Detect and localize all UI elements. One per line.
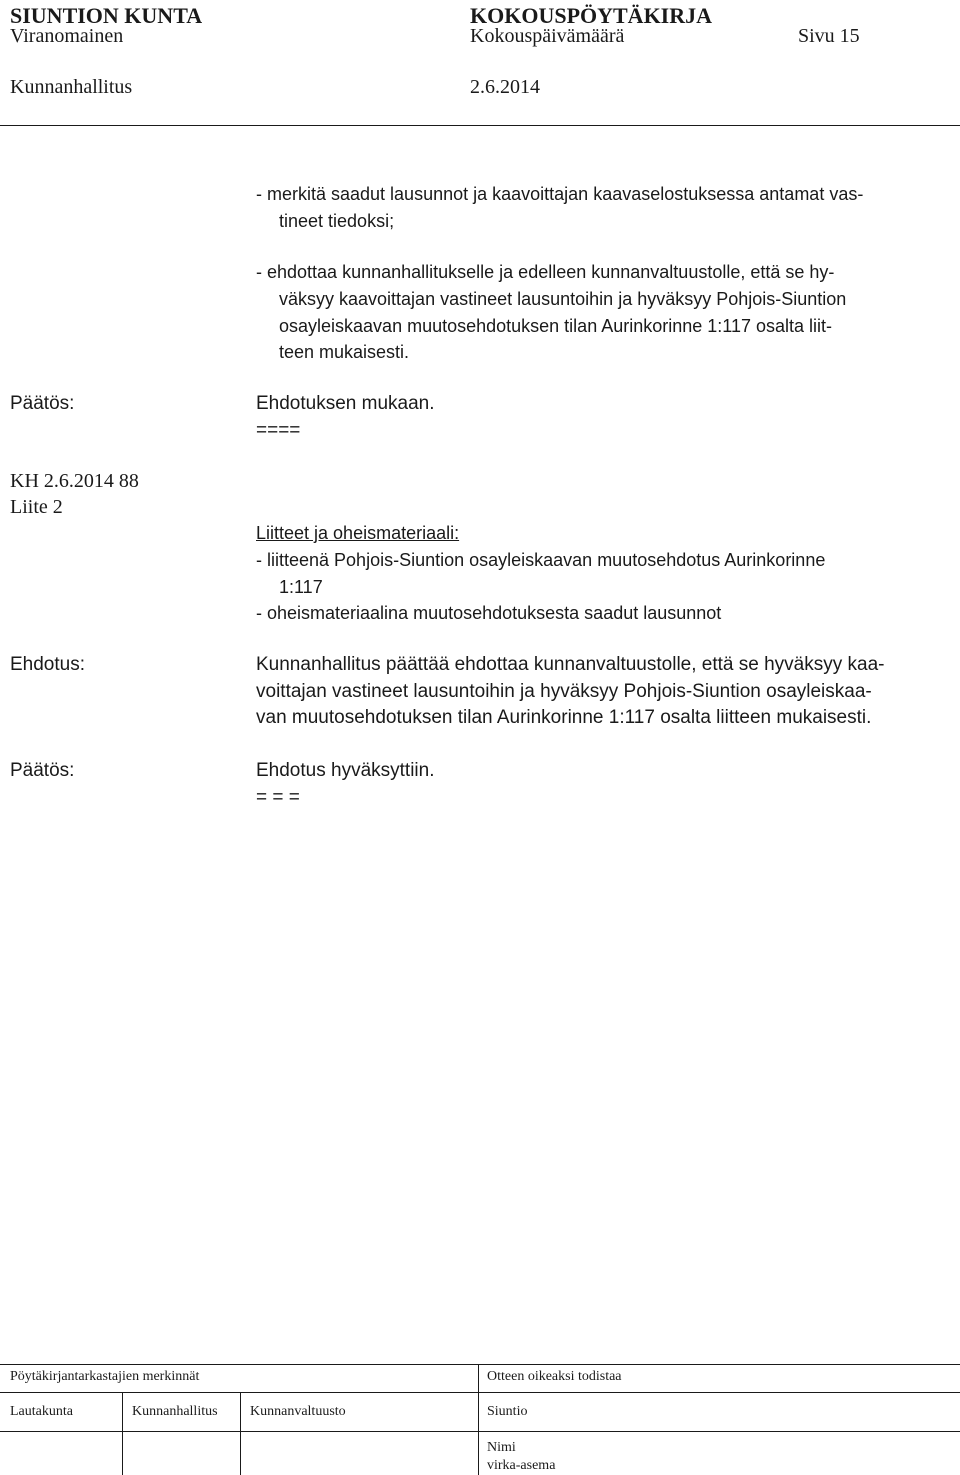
footer-name-label: Nimi bbox=[487, 1440, 516, 1455]
bullet2-line3: osayleiskaavan muutosehdotuksen tilan Aurinkorinne 1:117 osalta liit- bbox=[279, 316, 832, 336]
attachment-reference: Liite 2 bbox=[10, 496, 63, 518]
attachment-item-1-line1: - liitteenä Pohjois-Siuntion osayleiskaavan muutosehdotus Aurinkorinne bbox=[256, 550, 826, 570]
attachment-item-2: - oheismateriaalina muutosehdotuksesta saadut lausunnot bbox=[256, 603, 722, 623]
attachments-heading: Liitteet ja oheismateriaali: bbox=[256, 523, 460, 543]
meeting-date: 2.6.2014 bbox=[470, 76, 540, 98]
decision-text-2: Ehdotus hyväksyttiin. bbox=[256, 760, 435, 781]
decision-label-1: Päätös: bbox=[10, 393, 75, 414]
footer-divider-1 bbox=[122, 1392, 123, 1475]
footer-row-border bbox=[0, 1431, 960, 1432]
footer-col-council: Kunnanvaltuusto bbox=[250, 1404, 346, 1419]
meeting-date-label: Kokouspäivämäärä bbox=[470, 25, 625, 47]
decision-label-2: Päätös: bbox=[10, 760, 75, 781]
bullet2-line4: teen mukaisesti. bbox=[279, 342, 410, 362]
header-divider bbox=[0, 125, 960, 126]
authority-label: Viranomainen bbox=[10, 25, 124, 47]
section-reference: KH 2.6.2014 88 bbox=[10, 470, 139, 492]
decision-text-1: Ehdotuksen mukaan. bbox=[256, 393, 435, 414]
footer-mid-border bbox=[0, 1392, 960, 1393]
footer-col-municipal-board: Kunnanhallitus bbox=[132, 1404, 218, 1419]
authority-name: Kunnanhallitus bbox=[10, 76, 133, 98]
bullet1-line2: tineet tiedoksi; bbox=[279, 211, 395, 231]
footer-place: Siuntio bbox=[487, 1404, 528, 1419]
page-number: Sivu 15 bbox=[798, 25, 860, 47]
footer-col-board: Lautakunta bbox=[10, 1404, 73, 1419]
certified-label: Otteen oikeaksi todistaa bbox=[487, 1369, 622, 1384]
document-type: KOKOUSPÖYTÄKIRJA bbox=[470, 3, 713, 28]
footer-position-label: virka-asema bbox=[487, 1458, 556, 1473]
proposal-line3: van muutosehdotuksen tilan Aurinkorinne 1:117 osalta liitteen mukaisesti. bbox=[256, 707, 872, 728]
footer-top-border bbox=[0, 1364, 960, 1365]
proposal-line2: voittajan vastineet lausuntoihin ja hyväksyy Pohjois-Siuntion osayleiskaa- bbox=[256, 681, 872, 702]
proposal-line1: Kunnanhallitus päättää ehdottaa kunnanvaltuustolle, että se hyväksyy kaa- bbox=[256, 654, 885, 675]
attachment-item-1-line2: 1:117 bbox=[279, 577, 323, 597]
decision-marker-1: ==== bbox=[256, 420, 301, 441]
footer-divider-2 bbox=[240, 1392, 241, 1475]
bullet2-line1: - ehdottaa kunnanhallitukselle ja edelleen kunnanvaltuustolle, että se hy- bbox=[256, 262, 835, 282]
bullet1-line1: - merkitä saadut lausunnot ja kaavoittajan kaavaselostuksessa antamat vas- bbox=[256, 184, 864, 204]
bullet2-line2: väksyy kaavoittajan vastineet lausuntoihin ja hyväksyy Pohjois-Siuntion bbox=[279, 289, 847, 309]
decision-marker-2: = = = bbox=[256, 787, 300, 808]
reviewers-label: Pöytäkirjantarkastajien merkinnät bbox=[10, 1369, 200, 1384]
municipality-name: SIUNTION KUNTA bbox=[10, 3, 203, 28]
footer-divider-main bbox=[478, 1364, 479, 1475]
proposal-label: Ehdotus: bbox=[10, 654, 85, 675]
